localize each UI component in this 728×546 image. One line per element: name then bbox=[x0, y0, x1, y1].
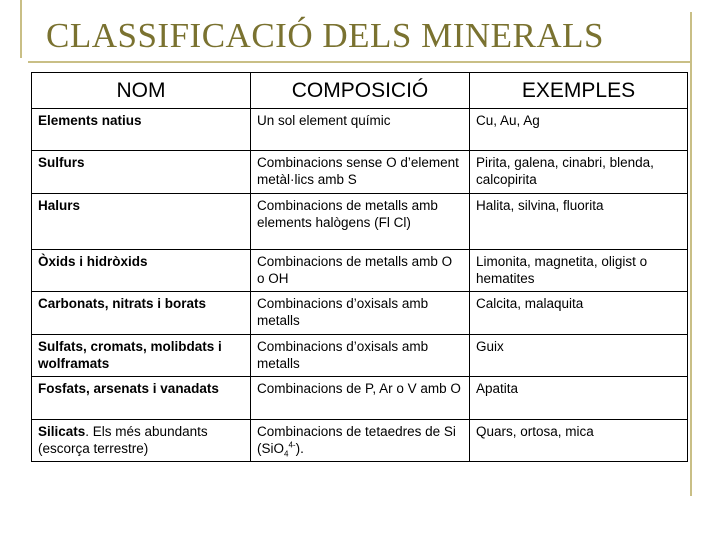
table-row bbox=[32, 151, 688, 194]
formula-subscript: 4 bbox=[284, 449, 289, 459]
cell-composicio: Combinacions de metalls amb elements halògens (Fl Cl) bbox=[251, 194, 470, 250]
cell-exemples: Quars, ortosa, mica bbox=[470, 420, 688, 462]
decorative-vertical-line bbox=[20, 0, 22, 58]
cell-composicio: Un sol element químic bbox=[251, 109, 470, 151]
cell-nom: Elements natius bbox=[32, 109, 251, 151]
table-header-row bbox=[32, 73, 688, 109]
header-exemples: EXEMPLES bbox=[470, 73, 688, 109]
header-nom: NOM bbox=[32, 73, 251, 109]
nom-bold: Silicats bbox=[38, 424, 86, 439]
decorative-horizontal-line bbox=[28, 61, 692, 63]
table-row bbox=[32, 109, 688, 151]
cell-nom: Fosfats, arsenats i vanadats bbox=[32, 377, 251, 420]
cell-exemples: Cu, Au, Ag bbox=[470, 109, 688, 151]
cell-nom: Carbonats, nitrats i borats bbox=[32, 292, 251, 335]
cell-composicio bbox=[251, 420, 470, 462]
minerals-table bbox=[31, 72, 688, 462]
composicio-end: ). bbox=[295, 441, 304, 456]
formula-superscript: 4- bbox=[288, 440, 296, 450]
slide-title: CLASSIFICACIÓ DELS MINERALS bbox=[46, 16, 604, 55]
cell-exemples: Pirita, galena, cinabri, blenda, calcopirita bbox=[470, 151, 688, 194]
cell-exemples: Halita, silvina, fluorita bbox=[470, 194, 688, 250]
cell-nom: Sulfats, cromats, molibdats i wolframats bbox=[32, 335, 251, 377]
decorative-right-line bbox=[690, 12, 692, 496]
cell-exemples: Guix bbox=[470, 335, 688, 377]
nom-rest: . Els més abundants (escorça terrestre) bbox=[38, 424, 208, 456]
cell-nom bbox=[32, 420, 251, 462]
cell-composicio: Combinacions d’oxisals amb metalls bbox=[251, 335, 470, 377]
table-row bbox=[32, 292, 688, 335]
cell-nom: Sulfurs bbox=[32, 151, 251, 194]
cell-composicio: Combinacions de metalls amb O o OH bbox=[251, 250, 470, 292]
table-row bbox=[32, 250, 688, 292]
table-row bbox=[32, 335, 688, 377]
cell-nom: Halurs bbox=[32, 194, 251, 250]
cell-composicio: Combinacions sense O d’element metàl·lics amb S bbox=[251, 151, 470, 194]
composicio-text: Combinacions de tetaedres de Si (SiO bbox=[257, 424, 456, 456]
table-row bbox=[32, 377, 688, 420]
cell-exemples: Limonita, magnetita, oligist o hematites bbox=[470, 250, 688, 292]
cell-composicio: Combinacions d’oxisals amb metalls bbox=[251, 292, 470, 335]
cell-exemples: Apatita bbox=[470, 377, 688, 420]
cell-composicio: Combinacions de P, Ar o V amb O bbox=[251, 377, 470, 420]
cell-exemples: Calcita, malaquita bbox=[470, 292, 688, 335]
header-composicio: COMPOSICIÓ bbox=[251, 73, 470, 109]
table-row bbox=[32, 194, 688, 250]
cell-nom: Òxids i hidròxids bbox=[32, 250, 251, 292]
table-row bbox=[32, 420, 688, 462]
